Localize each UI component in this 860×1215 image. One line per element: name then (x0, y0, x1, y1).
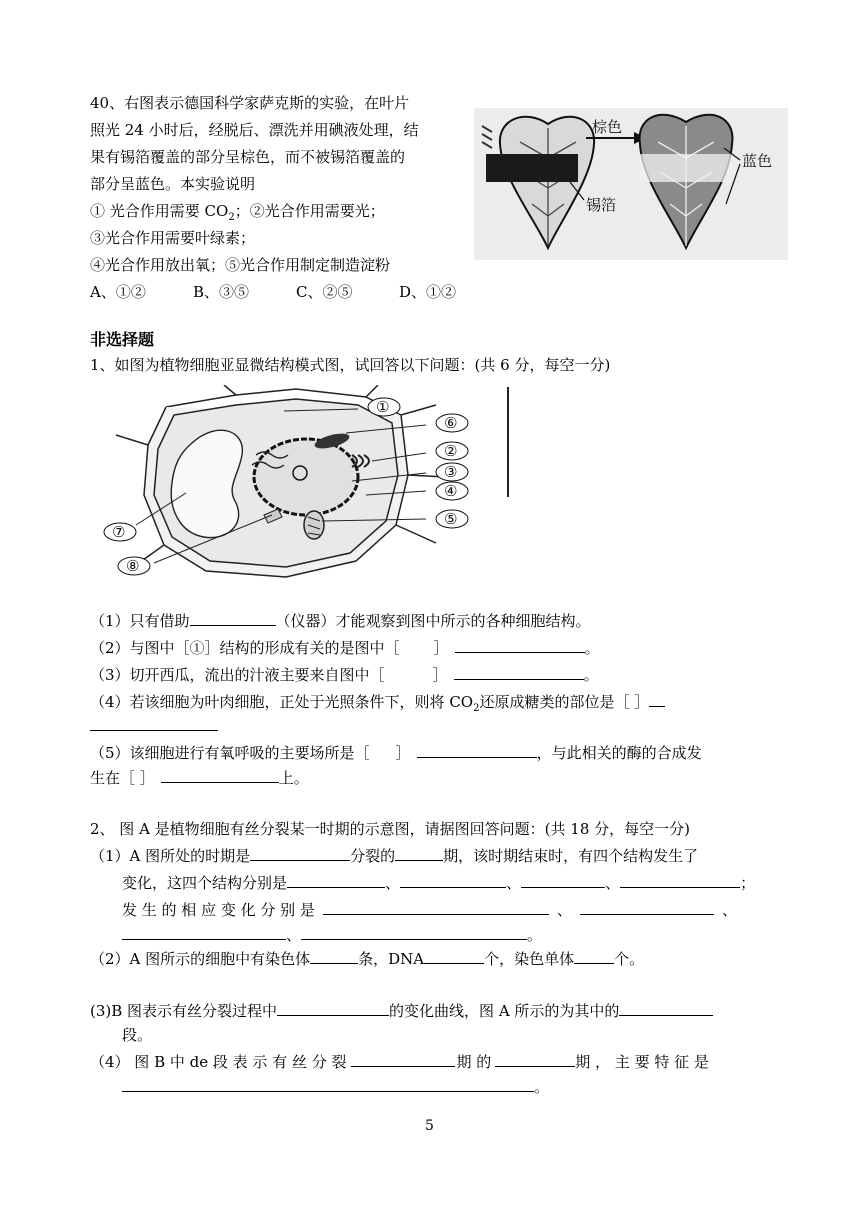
q40-line-4: 部分呈蓝色。本实验说明 (90, 175, 256, 193)
q2-sub2-text-c: 个，染色单体 (484, 950, 575, 968)
q2-sub4-text-a: （4） 图 B 中 de 段 表 示 有 丝 分 裂 (90, 1053, 347, 1071)
section-title: 非选择题 (90, 330, 155, 349)
period: 。 (534, 1078, 550, 1096)
period: 。 (527, 926, 543, 944)
answer-blank[interactable] (190, 610, 276, 626)
q2-sub1 (90, 845, 698, 866)
q2-sub3 (90, 1000, 713, 1021)
q1-sub5-text-c: ，与此相关的酶的合成发 (536, 744, 702, 762)
separator: 、 (721, 901, 737, 919)
q40-line-3: 果有锡箔覆盖的部分呈棕色，而不被锡箔覆盖的 (90, 148, 406, 166)
label-blue: 蓝色 (742, 152, 773, 170)
q40-option-3: ④光合作用放出氧；⑤光合作用制定制造淀粉 (90, 256, 391, 274)
separator: 、 (556, 901, 572, 919)
q40-choice-b: B、③⑤ (193, 283, 250, 301)
q1-sub2 (90, 637, 600, 658)
q1-sub4-text-a: （4）若该细胞为叶肉细胞，正处于光照条件下，则将 CO (90, 693, 474, 711)
answer-blank[interactable] (495, 1051, 575, 1067)
q2-sub4-cont (122, 1076, 549, 1097)
q2-sub4-text-c: 期 ， 主 要 特 征 是 (575, 1053, 709, 1071)
q1-sub1 (90, 610, 591, 631)
label-foil: 锡箔 (586, 196, 617, 214)
q1-sub2-end: 。 (584, 639, 600, 657)
q1-sub1-text-b: （仪器）才能观察到图中所示的各种细胞结构。 (275, 612, 591, 630)
cell-label-7: ⑦ (112, 523, 126, 541)
cell-label-4: ④ (444, 482, 458, 500)
q40-option-1 (90, 201, 385, 228)
answer-blank[interactable] (122, 924, 286, 940)
q1-sub4-text-b: 还原成糖类的部位是［ ］ (479, 693, 650, 711)
q2-sub1-text-c: 期，该时期结束时，有四个结构发生了 (443, 847, 699, 865)
q1-sub3-text-a: （3）切开西瓜，流出的汁液主要来自图中［ (90, 666, 385, 684)
q40-option-1c: ；②光合作用需要光； (234, 202, 385, 220)
q2-sub2-text-b: 条，DNA (358, 950, 425, 968)
q1-sub3-bracket: ］ (432, 666, 448, 684)
separator: ； (740, 874, 756, 892)
q1-sub5-text-a: （5）该细胞进行有氧呼吸的主要场所是［ (90, 744, 370, 762)
cell-label-1: ① (376, 398, 390, 416)
separator: 、 (506, 874, 522, 892)
answer-blank[interactable] (90, 715, 218, 731)
answer-blank[interactable] (521, 872, 605, 888)
co2-subscript: 2 (228, 212, 235, 223)
q1-sub1-text-a: （1）只有借助 (90, 612, 190, 630)
q2-sub1-text-a: （1）A 图所处的时期是 (90, 847, 251, 865)
plant-cell-diagram (96, 385, 516, 585)
separator: 、 (385, 874, 401, 892)
cell-label-6: ⑥ (444, 414, 458, 432)
answer-blank[interactable] (455, 637, 585, 653)
cell-label-2: ② (444, 442, 458, 460)
q40-line-1: 40、右图表示德国科学家萨克斯的实验，在叶片 (90, 94, 410, 112)
q1-sub5 (90, 742, 702, 763)
q2-sub3-text-a: (3)B 图表示有丝分裂过程中 (90, 1002, 278, 1020)
q40-option-2: ③光合作用需要叶绿素； (90, 229, 256, 247)
q2-sub1-changes (122, 899, 737, 920)
answer-blank[interactable] (287, 872, 385, 888)
q2-sub4-text-b: 期 的 (456, 1053, 492, 1071)
answer-blank[interactable] (619, 1000, 713, 1016)
answer-blank[interactable] (277, 1000, 389, 1016)
q40-choice-c: C、②⑤ (296, 283, 353, 301)
answer-blank[interactable] (580, 899, 714, 915)
q2-sub1-text-b: 分裂的 (350, 847, 396, 865)
q2-sub3-cont: 段。 (122, 1026, 153, 1044)
separator: 、 (286, 926, 302, 944)
answer-blank[interactable] (323, 899, 549, 915)
answer-blank[interactable] (122, 1076, 534, 1092)
answer-blank[interactable] (351, 1051, 455, 1067)
q1-sub3 (90, 664, 599, 685)
q1-sub5-bracket: ］ (395, 744, 411, 762)
q2-title: 2、 图 A 是植物细胞有丝分裂某一时期的示意图，请据图回答问题：(共 18 分，每空一分) (90, 820, 691, 838)
q40-line-2: 照光 24 小时后，经脱后、漂洗并用碘液处理，结 (90, 121, 419, 139)
answer-blank[interactable] (649, 691, 665, 707)
q40-option-1a: ① 光合作用需要 CO (90, 202, 229, 220)
q2-sub1-text-d: 变化，这四个结构分别是 (122, 874, 288, 892)
leaf-experiment-figure (474, 108, 788, 260)
cell-label-3: ③ (444, 463, 458, 481)
q40-choice-d: D、①② (399, 283, 457, 301)
answer-blank[interactable] (454, 664, 584, 680)
q1-title: 1、如图为植物细胞亚显微结构模式图，试回答以下问题：(共 6 分，每空一分) (90, 356, 611, 374)
q2-sub4 (90, 1051, 709, 1072)
answer-blank[interactable] (424, 948, 484, 964)
q40-choice-a: A、①② (90, 283, 146, 301)
cell-label-8: ⑧ (126, 557, 140, 575)
page-number: 5 (425, 1118, 434, 1134)
q1-sub5-text-e: 上。 (278, 769, 309, 787)
q2-sub1-changes-cont (122, 924, 542, 945)
q1-sub5-text-d: 生在［ ］ (90, 769, 155, 787)
answer-blank[interactable] (161, 767, 279, 783)
q2-sub2-text-a: （2）A 图所示的细胞中有染色体 (90, 950, 311, 968)
answer-blank[interactable] (417, 742, 537, 758)
answer-blank[interactable] (574, 948, 614, 964)
answer-blank[interactable] (250, 845, 350, 861)
q1-sub3-end: 。 (583, 666, 599, 684)
q2-sub1-structures (122, 872, 755, 893)
label-brown: 棕色 (592, 118, 623, 136)
co2-subscript: 2 (473, 703, 480, 714)
q1-sub2-text-a: （2）与图中［①］结构的形成有关的是图中［ (90, 639, 400, 657)
q1-sub5-cont (90, 767, 309, 788)
q2-sub3-text-b: 的变化曲线，图 A 所示的为其中的 (389, 1002, 620, 1020)
answer-blank[interactable] (400, 872, 506, 888)
answer-blank[interactable] (301, 924, 527, 940)
separator: 、 (605, 874, 621, 892)
q1-sub2-bracket: ］ (433, 639, 449, 657)
answer-blank[interactable] (395, 845, 443, 861)
answer-blank[interactable] (620, 872, 740, 888)
q2-sub1-text-e: 发 生 的 相 应 变 化 分 别 是 (122, 901, 315, 919)
q2-sub2-text-d: 个。 (614, 950, 645, 968)
q2-sub2 (90, 948, 644, 969)
cell-label-5: ⑤ (444, 510, 458, 528)
answer-blank[interactable] (310, 948, 358, 964)
